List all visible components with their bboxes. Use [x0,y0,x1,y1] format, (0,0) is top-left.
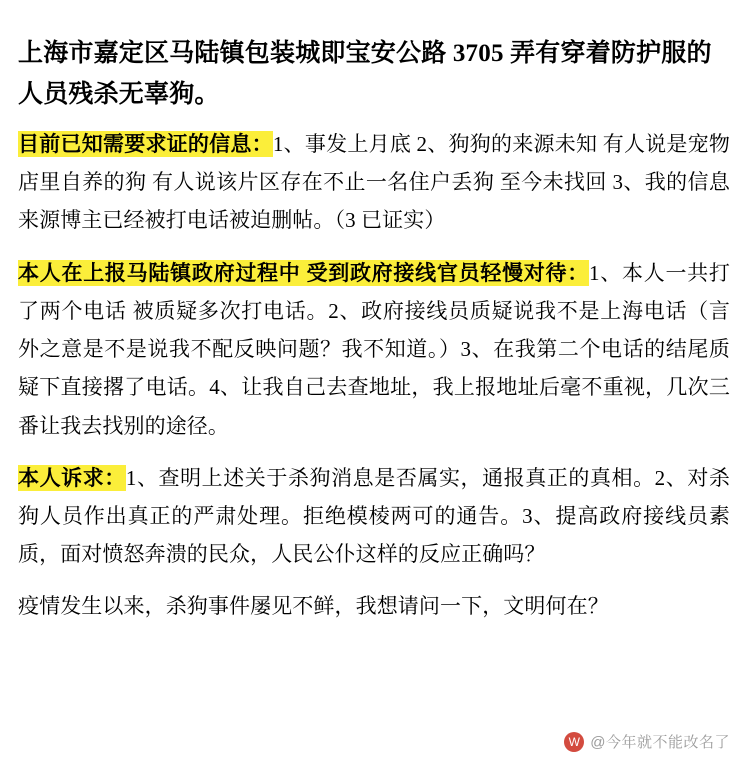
weibo-username: @今年就不能改名了 [590,734,730,751]
section-3-body: 1、查明上述关于杀狗消息是否属实，通报真正的真相。2、对杀狗人员作出真正的严肃处理。拒绝模棱两可的通告。3、提高政府接线员素质，面对愤怒奔溃的民众，人民公仆这样的反应正确吗？ [18,465,731,567]
page-title: 上海市嘉定区马陆镇包装城即宝安公路 3705 弄有穿着防护服的人员残杀无辜狗。 [18,40,712,108]
closing-paragraph: 疫情发生以来，杀狗事件屡见不鲜，我想请问一下，文明何在？ [18,594,609,619]
section-1-body: 1、事发上月底 2、狗狗的来源未知 有人说是宠物店里自养的狗 有人说该片区存在不止一名住户丢狗 至今未找回 3、我的信息来源博主已经被打电话被迫删帖。（3 已证实） [18,132,731,233]
section-paragraph-3 [18,459,730,574]
section-3-highlight: 本人诉求： [18,465,126,490]
section-2-highlight: 本人在上报马陆镇政府过程中 受到政府接线官员轻慢对待： [18,260,590,285]
weibo-icon: W [564,732,584,752]
weibo-watermark [564,731,730,752]
section-paragraph-2 [18,254,730,445]
section-paragraph-1 [18,125,730,240]
section-1-highlight: 目前已知需要求证的信息： [18,132,273,156]
section-2-body: 1、本人一共打了两个电话 被质疑多次打电话。2、政府接线员质疑说我不是上海电话（言外之意是不是说我不配反映问题？我不知道。）3、在我第二个电话的结尾质疑下直接撂了电话。4、让我自己去查地址，我上报地址后毫不重视，几次三番让我去找别的途径。 [18,260,731,438]
